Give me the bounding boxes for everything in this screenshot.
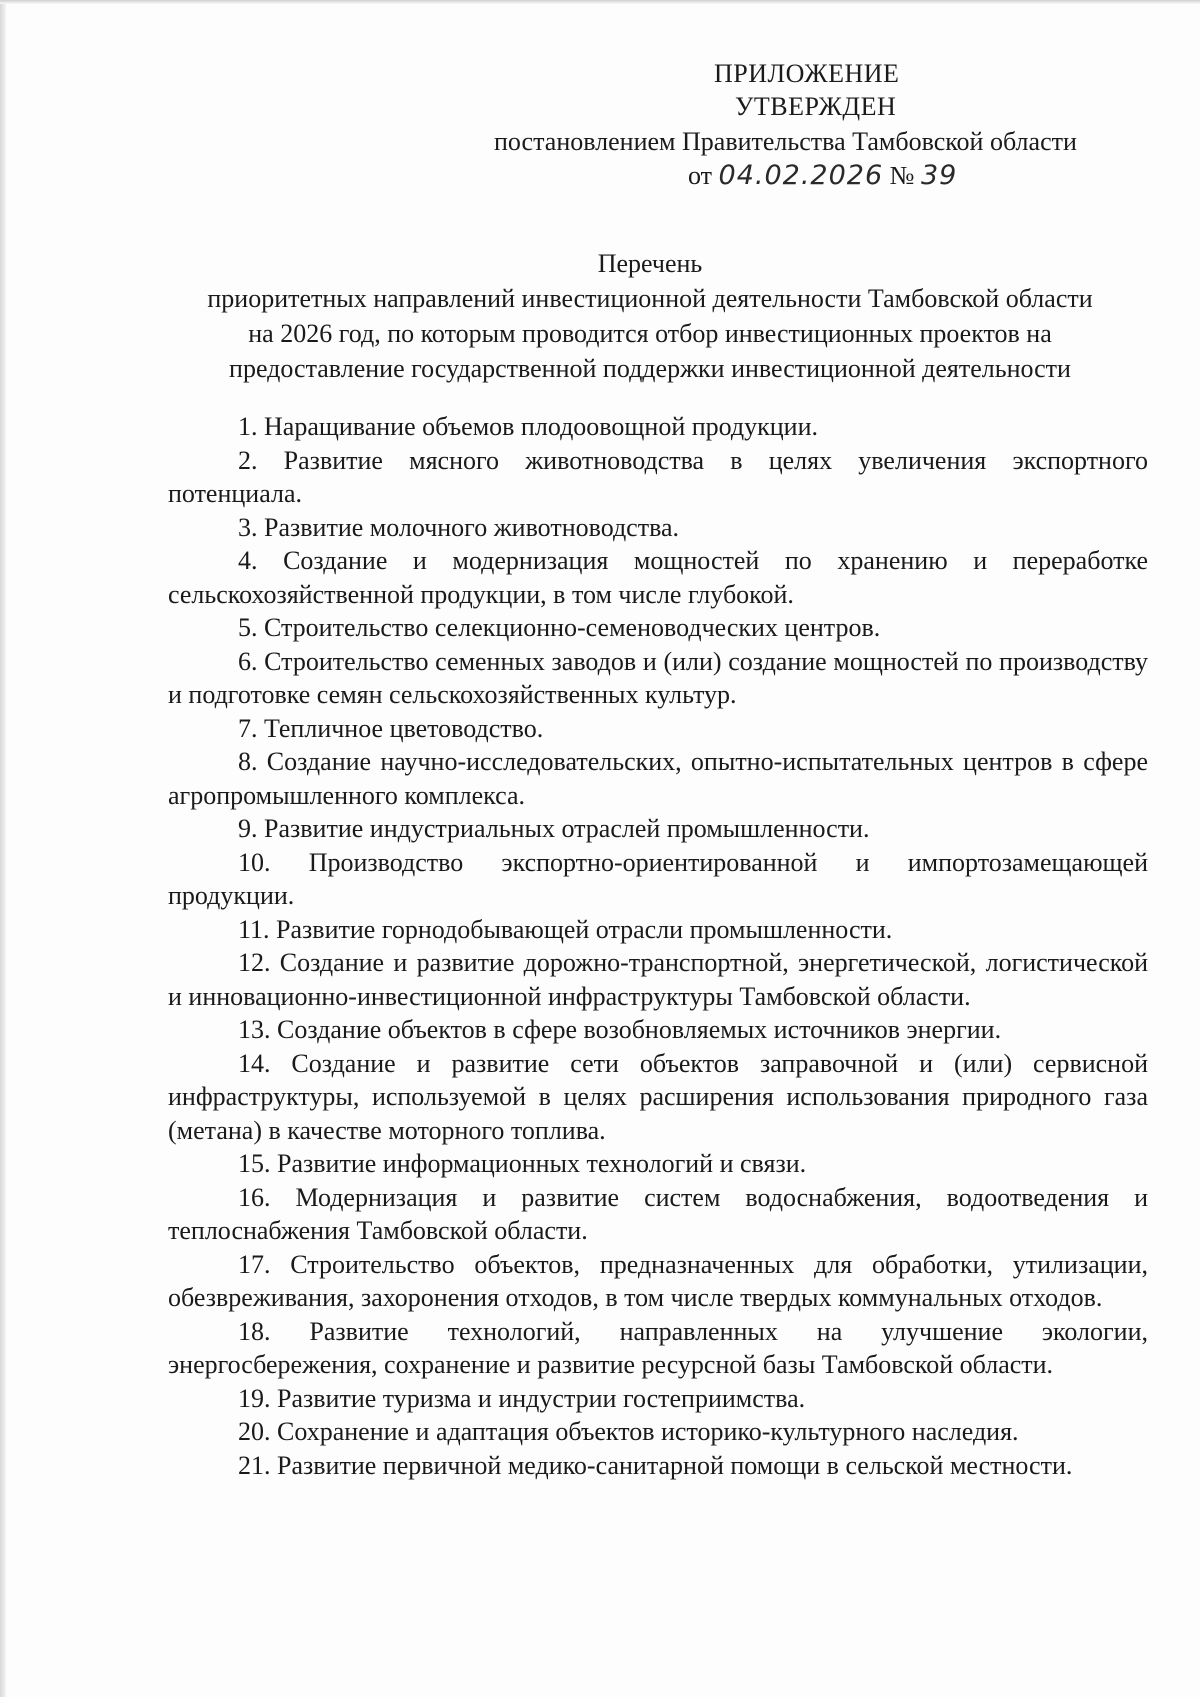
list-item: 11. Развитие горнодобывающей отрасли промышленности.	[238, 914, 893, 944]
list-item: 2. Развитие мясного животноводства в целях увеличения экспортного потенциала.	[168, 445, 1148, 508]
approval-date-line	[688, 160, 957, 192]
list-item: 9. Развитие индустриальных отраслей промышленности.	[238, 814, 870, 843]
list-item: 18. Развитие технологий, направленных на улучшение экологии, энергосбережения, сохранение и развитие ресурсной базы Тамбовской области.	[168, 1316, 1148, 1379]
from-label: от	[688, 161, 713, 190]
list-item: 5. Строительство селекционно-семеноводческих центров.	[238, 613, 881, 642]
handwritten-number: 39	[920, 160, 958, 191]
approved-heading: УТВЕРЖДЕН	[735, 92, 897, 121]
list-item: 7. Тепличное цветоводство.	[238, 713, 544, 743]
appendix-heading: ПРИЛОЖЕНИЕ	[714, 59, 900, 88]
title-line-1: Перечень	[597, 249, 703, 278]
title-line-4: предоставление государственной поддержки инвестиционной деятельности	[229, 354, 1071, 383]
scan-edge-top	[0, 0, 1200, 4]
document-title	[150, 246, 1150, 386]
title-line-2: приоритетных направлений инвестиционной деятельности Тамбовской области	[207, 284, 1093, 313]
list-item: 17. Строительство объектов, предназначенных для обработки, утилизации, обезвреживания, захоронения отходов, в том числе твердых коммунальных отходов.	[168, 1249, 1148, 1312]
list-item: 8. Создание научно-исследовательских, опытно-испытательных центров в сфере агропромышленного комплекса.	[168, 747, 1148, 810]
number-label: №	[889, 161, 915, 190]
list-item: 13. Создание объектов в сфере возобновляемых источников энергии.	[238, 1015, 1002, 1044]
list-item: 3. Развитие молочного животноводства.	[238, 512, 680, 542]
title-line-3: на 2026 год, по которым проводится отбор инвестиционных проектов на	[248, 319, 1052, 348]
scan-edge-left	[0, 0, 6, 1697]
list-item: 16. Модернизация и развитие систем водоснабжения, водоотведения и теплоснабжения Тамбовской области.	[168, 1182, 1148, 1245]
list-item: 12. Создание и развитие дорожно-транспортной, энергетической, логистической и инновационно-инвестиционной инфраструктуры Тамбовской области.	[168, 948, 1148, 1011]
list-item: 14. Создание и развитие сети объектов заправочной и (или) сервисной инфраструктуры, используемой в целях расширения использования природного газа (метана) в качестве моторного топлива.	[168, 1048, 1148, 1145]
priority-list	[168, 410, 1148, 1482]
approval-source: постановлением Правительства Тамбовской области	[494, 127, 1077, 156]
list-item: 21. Развитие первичной медико-санитарной помощи в сельской местности.	[238, 1450, 1073, 1480]
list-item: 1. Наращивание объемов плодоовощной продукции.	[238, 412, 819, 441]
list-item: 4. Создание и модернизация мощностей по хранению и переработке сельскохозяйственной продукции, в том числе глубокой.	[168, 546, 1148, 609]
list-item: 20. Сохранение и адаптация объектов историко-культурного наследия.	[238, 1417, 1019, 1446]
list-item: 19. Развитие туризма и индустрии гостеприимства.	[238, 1383, 806, 1413]
list-item: 6. Строительство семенных заводов и (или) создание мощностей по производству и подготовке семян сельскохозяйственных культур.	[168, 646, 1148, 709]
handwritten-date: 04.02.2026	[718, 160, 884, 191]
list-item: 10. Производство экспортно-ориентированной и импортозамещающей продукции.	[168, 847, 1148, 910]
list-item: 15. Развитие информационных технологий и связи.	[238, 1149, 807, 1178]
